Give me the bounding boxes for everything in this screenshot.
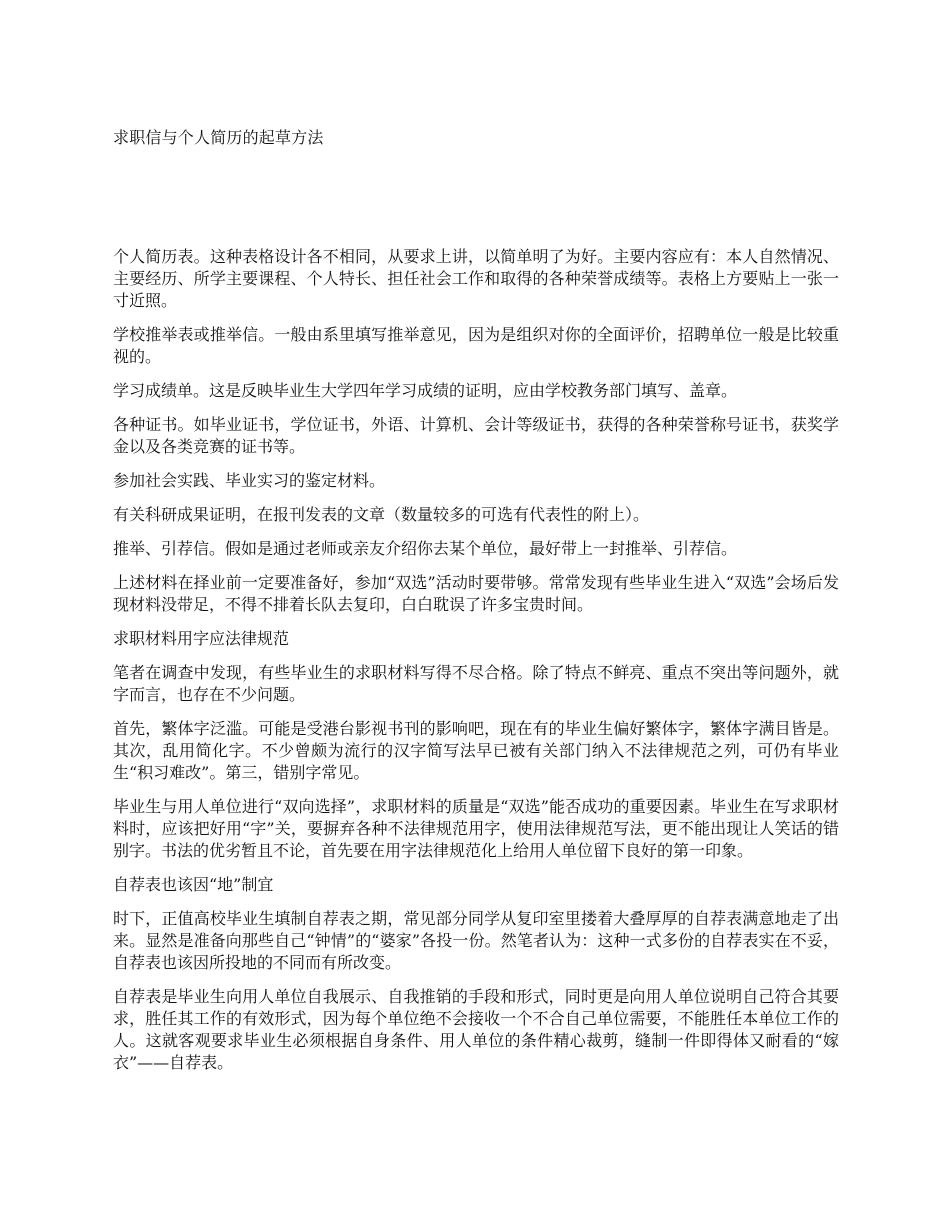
paragraph-prepare-materials: 上述材料在择业前一定要准备好，参加“双选”活动时要带够。常常发现有些毕业生进入“双选”会场后发现材料没带足，不得不排着长队去复印，白白耽误了许多宝贵时间。 <box>113 573 839 614</box>
paragraph-two-way-selection: 毕业生与用人单位进行“双向选择”，求职材料的质量是“双选”能否成功的重要因素。毕业生在写求职材料时，应该把好用“字”关，要摒弃各种不法律规范用字，使用法律规范写法，更不能出现让人笑话的错别字。书法的优劣暂且不论，首先要在用字法律规范化上给用人单位留下良好的第一印象。 <box>113 797 839 860</box>
paragraph-research-results: 有关科研成果证明，在报刊发表的文章（数量较多的可选有代表性的附上）。 <box>113 505 650 524</box>
section-heading-self-recommendation: 自荐表也该因“地”制宜 <box>113 875 274 894</box>
document-page <box>113 125 839 1086</box>
paragraph-tailored-form: 自荐表是毕业生向用人单位自我展示、自我推销的手段和形式，同时更是向用人单位说明自己符合其要求，胜任其工作的有效形式，因为每个单位绝不会接收一个不合自己单位需要，不能胜任本单位工作的人。这就客观要求毕业生必须根据自身条件、用人单位的条件精心裁剪，缝制一件即得体又耐看的“嫁衣”——自荐表。 <box>113 987 839 1072</box>
section-heading-standard-characters: 求职材料用字应法律规范 <box>113 629 290 648</box>
document-title: 求职信与个人简历的起草方法 <box>113 128 324 147</box>
paragraph-transcript: 学习成绩单。这是反映毕业生大学四年学习成绩的证明，应由学校教务部门填写、盖章。 <box>113 381 738 400</box>
paragraph-school-recommendation: 学校推举表或推举信。一般由系里填写推举意见，因为是组织对你的全面评价，招聘单位一般是比较重视的。 <box>113 325 839 366</box>
paragraph-certificates: 各种证书。如毕业证书，学位证书，外语、计算机、会计等级证书，获得的各种荣誉称号证书，获奖学金以及各类竞赛的证书等。 <box>113 415 839 456</box>
paragraph-social-practice: 参加社会实践、毕业实习的鉴定材料。 <box>113 471 386 490</box>
paragraph-photocopied-forms: 时下，正值高校毕业生填制自荐表之期，常见部分同学从复印室里搂着大叠厚厚的自荐表满意地走了出来。显然是准备向那些自己“钟情”的“婆家”各投一份。然笔者认为：这种一式多份的自荐表实在不妥，自荐表也该因所投地的不同而有所改变。 <box>113 909 839 972</box>
paragraph-resume-form: 个人简历表。这种表格设计各不相同，从要求上讲，以简单明了为好。主要内容应有：本人自然情况、主要经历、所学主要课程、个人特长、担任社会工作和取得的各种荣誉成绩等。表格上方要贴上一张一寸近照。 <box>113 247 839 310</box>
document-body <box>113 246 839 1074</box>
paragraph-survey-findings: 笔者在调查中发现，有些毕业生的求职材料写得不尽合格。除了特点不鲜亮、重点不突出等问题外，就字而言，也存在不少问题。 <box>113 663 839 704</box>
paragraph-reference-letter: 推举、引荐信。假如是通过老师或亲友介绍你去某个单位，最好带上一封推举、引荐信。 <box>113 539 738 558</box>
paragraph-character-problems: 首先，繁体字泛滥。可能是受港台影视书刊的影响吧，现在有的毕业生偏好繁体字，繁体字满目皆是。其次，乱用简化字。不少曾颇为流行的汉字简写法早已被有关部门纳入不法律规范之列，可仍有毕业生“积习难改”。第三，错别字常见。 <box>113 719 839 782</box>
